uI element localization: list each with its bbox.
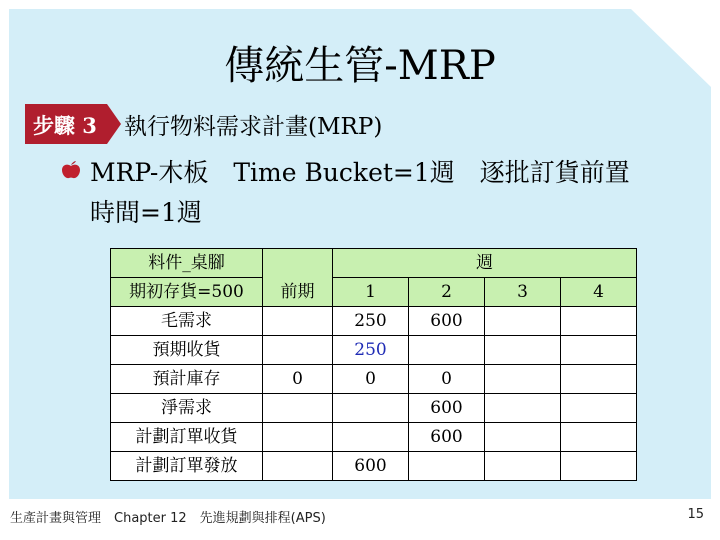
cell-week-4: [561, 452, 637, 481]
cell-week-2: 0: [409, 365, 485, 394]
table-row-net-requirement: [111, 394, 637, 423]
cell-week-1: 600: [333, 452, 409, 481]
row-label: 毛需求: [111, 307, 263, 336]
cell-week-2: 600: [409, 423, 485, 452]
cell-week-3: [485, 452, 561, 481]
apple-icon: [61, 160, 81, 180]
header-week-2: 2: [409, 278, 485, 307]
header-week-3: 3: [485, 278, 561, 307]
bullet-text-line-1: MRP-木板 Time Bucket=1週 逐批訂貨前置: [90, 158, 630, 187]
cell-week-1: 250: [333, 307, 409, 336]
cell-week-4: [561, 394, 637, 423]
slide-title: 傳統生管-MRP: [224, 43, 496, 89]
cell-week-3: [485, 307, 561, 336]
cell-week-4: [561, 365, 637, 394]
cell-week-2: [409, 336, 485, 365]
header-week-4: 4: [561, 278, 637, 307]
header-opening-inventory: 期初存貨=500: [111, 278, 263, 307]
cell-week-1: 0: [333, 365, 409, 394]
mrp-table: [110, 248, 637, 481]
table-row-gross-requirement: [111, 307, 637, 336]
row-label: 計劃訂單收貨: [111, 423, 263, 452]
table-row-planned-order-receipts: [111, 423, 637, 452]
cell-week-1: [333, 423, 409, 452]
cell-past-due: [263, 307, 333, 336]
cell-week-4: [561, 423, 637, 452]
cell-week-2: [409, 452, 485, 481]
cell-week-3: [485, 365, 561, 394]
page-number: 15: [687, 507, 704, 522]
cell-past-due: [263, 452, 333, 481]
table-row-scheduled-receipts: [111, 336, 637, 365]
cell-past-due: [263, 394, 333, 423]
table-header-row-2: [111, 278, 637, 307]
header-item-cell: 料件_桌腳: [111, 249, 263, 278]
row-label: 預期收貨: [111, 336, 263, 365]
row-label: 預計庫存: [111, 365, 263, 394]
table-header-row-1: [111, 249, 637, 278]
cell-week-4: [561, 336, 637, 365]
cell-week-3: [485, 394, 561, 423]
header-past-due-top: [263, 249, 333, 278]
step-title: 執行物料需求計畫(MRP): [124, 114, 383, 140]
footer-course-title: 生產計畫與管理 Chapter 12 先進規劃與排程(APS): [10, 511, 326, 526]
cell-past-due: [263, 336, 333, 365]
cell-week-1: [333, 394, 409, 423]
row-label: 淨需求: [111, 394, 263, 423]
header-week-1: 1: [333, 278, 409, 307]
header-past-due: 前期: [263, 278, 333, 307]
step-badge: [25, 104, 121, 144]
cell-week-1: 250: [333, 336, 409, 365]
row-label: 計劃訂單發放: [111, 452, 263, 481]
cell-week-2: 600: [409, 307, 485, 336]
table-row-planned-order-releases: [111, 452, 637, 481]
cell-past-due: 0: [263, 365, 333, 394]
cell-week-3: [485, 423, 561, 452]
cell-week-4: [561, 307, 637, 336]
cell-past-due: [263, 423, 333, 452]
cell-week-3: [485, 336, 561, 365]
bullet-text-line-2: 時間=1週: [90, 198, 202, 227]
table-row-projected-inventory: [111, 365, 637, 394]
step-badge-label: 步驟 3: [33, 113, 97, 138]
cell-week-2: 600: [409, 394, 485, 423]
header-week-group: 週: [333, 249, 637, 278]
